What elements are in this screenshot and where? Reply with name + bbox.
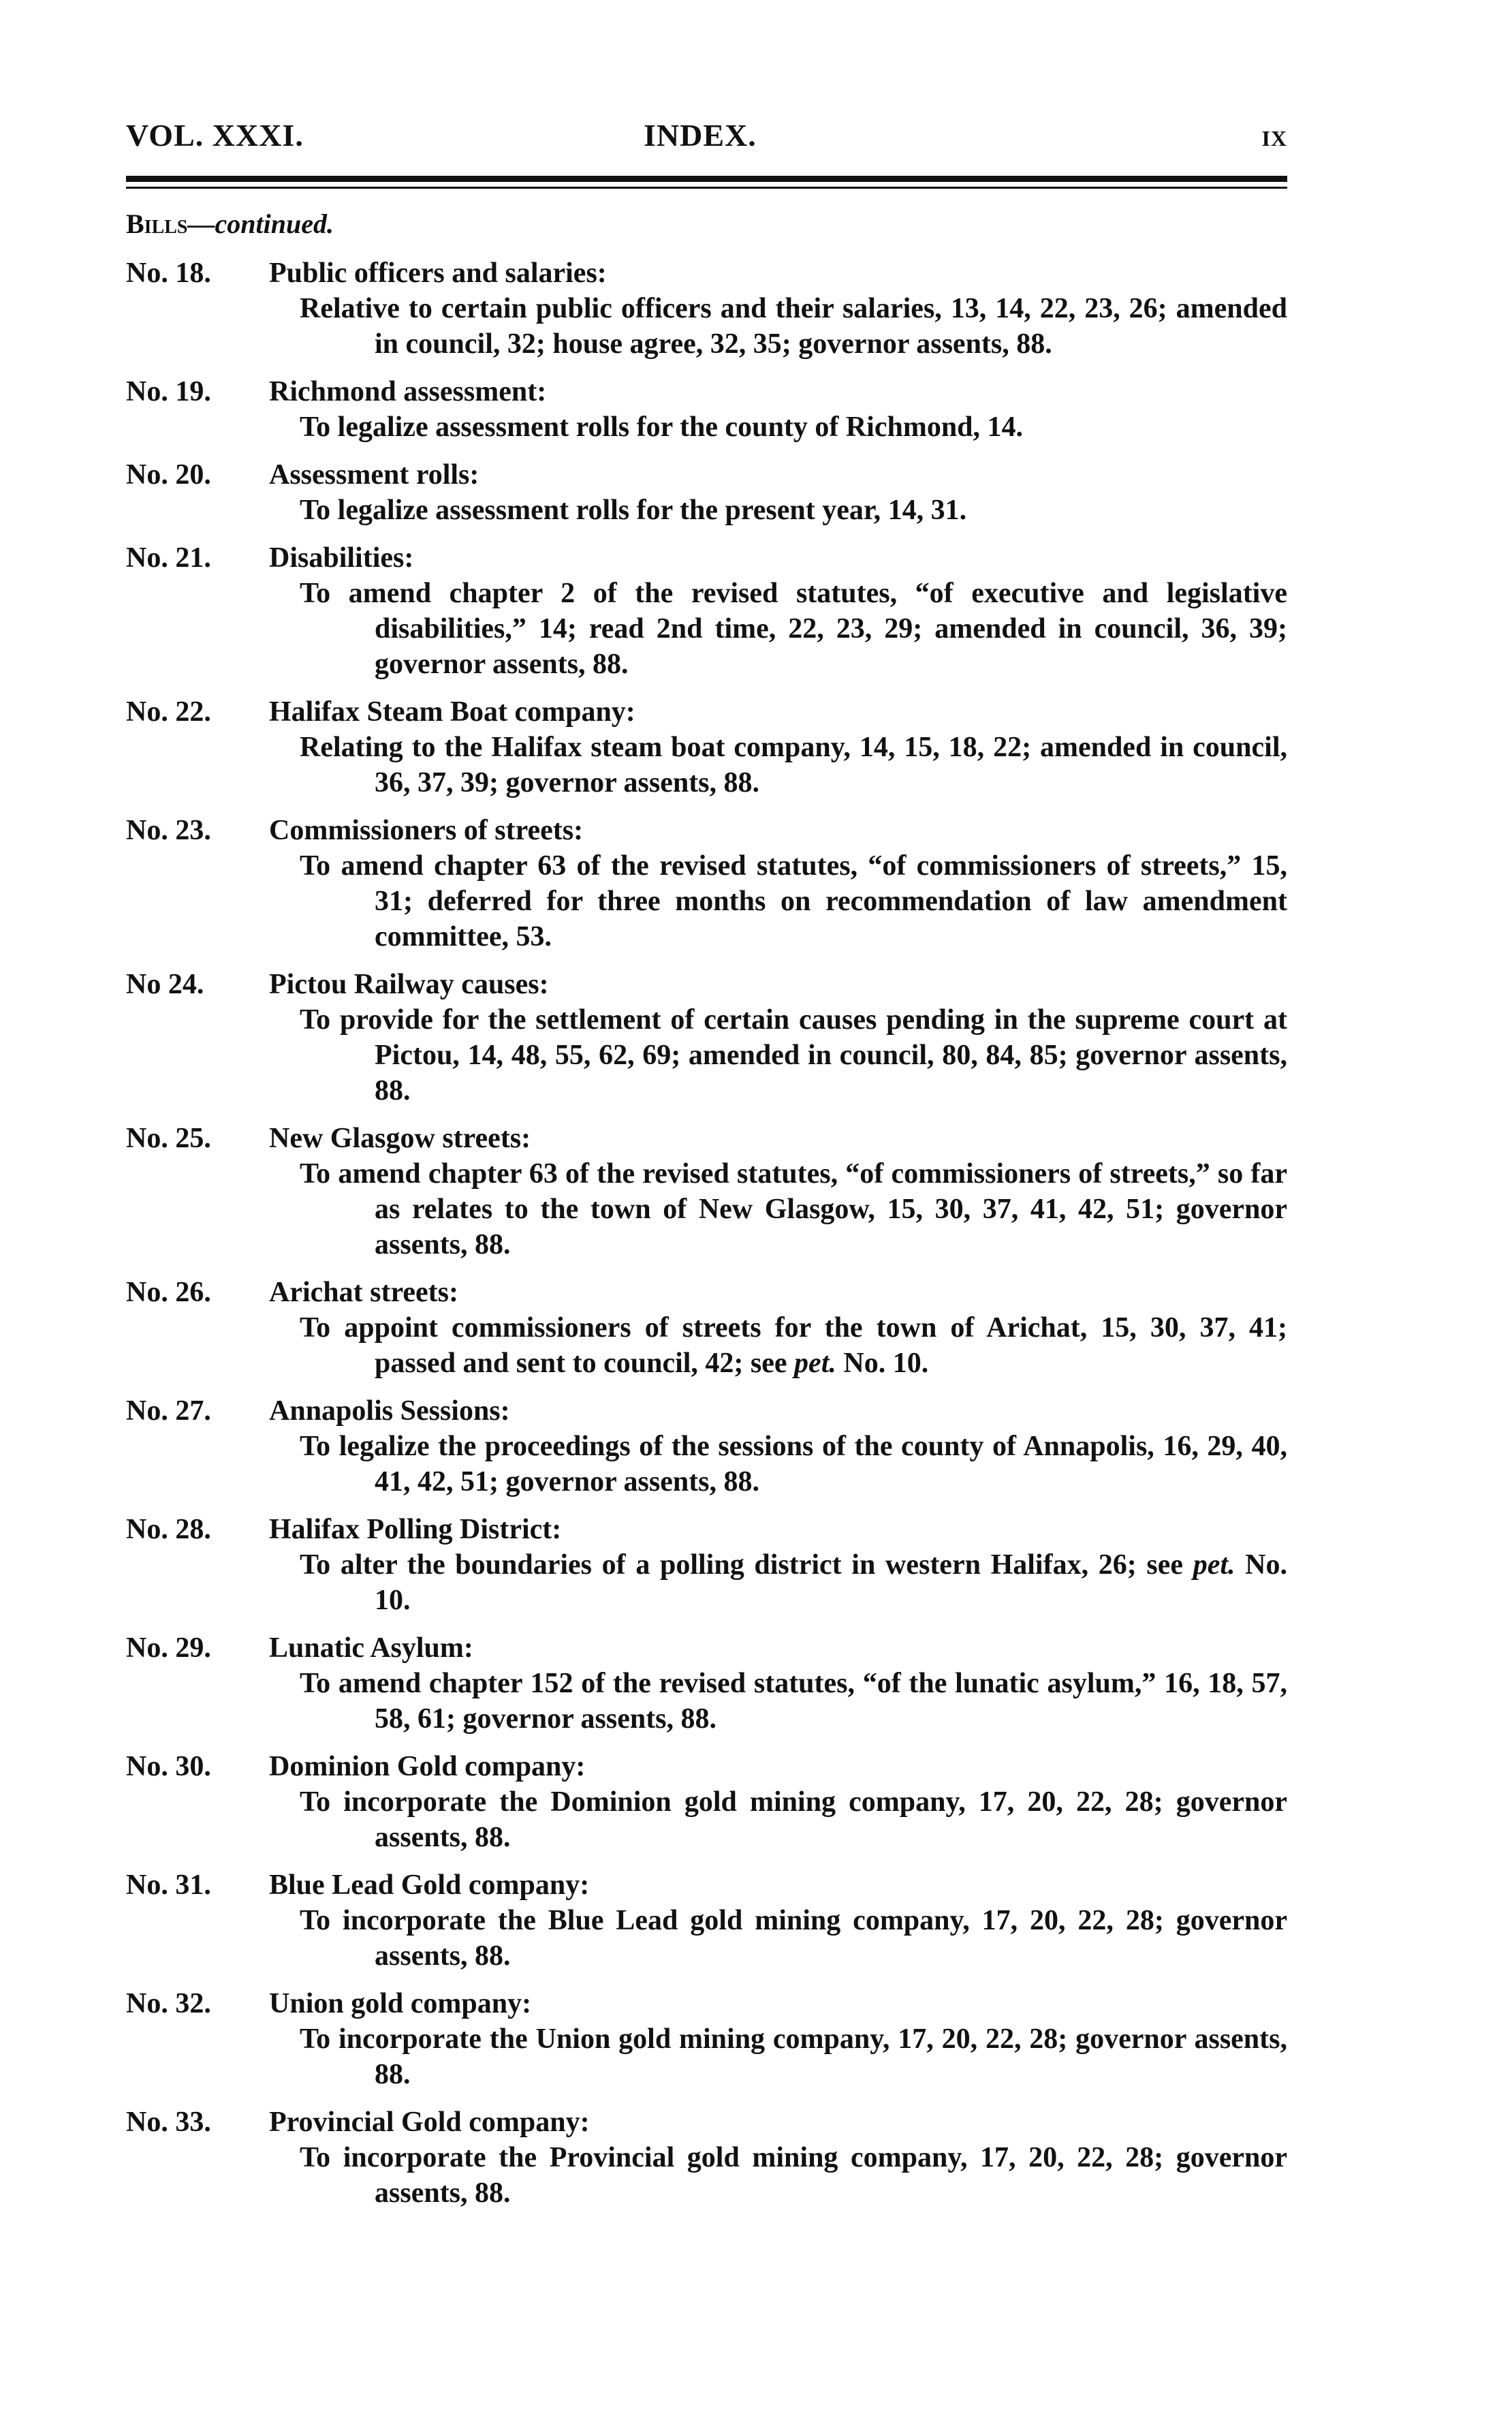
bill-number: No. 27. — [126, 1395, 211, 1427]
bill-subject: Dominion Gold company: — [269, 1751, 586, 1782]
bill-subject: Halifax Polling District: — [269, 1514, 562, 1545]
bill-description-text: To provide for the settlement of certain causes pending in the supreme court at Pictou, 14, 48, 55, 62, 69; amended in council, 80, 84, 85; governor assents, 88. — [300, 1004, 1287, 1106]
petition-reference: pet. — [794, 1348, 836, 1379]
bill-description-text: To incorporate the Union gold mining company, 17, 20, 22, 28; governor assents, 88. — [300, 2023, 1287, 2090]
header-rule-thin — [126, 187, 1287, 189]
bill-description — [300, 1310, 1287, 1381]
bill-entry — [126, 1512, 1287, 1618]
bill-subject: Halifax Steam Boat company: — [269, 696, 635, 728]
bill-entry — [126, 694, 1287, 801]
bill-description-text: To legalize assessment rolls for the present year, 14, 31. — [300, 495, 967, 526]
bill-number: No. 33. — [126, 2107, 211, 2138]
bill-number: No. 26. — [126, 1277, 211, 1308]
bill-entry — [126, 1393, 1287, 1500]
bill-entry — [126, 457, 1287, 528]
bill-description — [300, 1156, 1287, 1262]
bill-subject: Disabilities: — [269, 542, 414, 574]
bill-description — [300, 1666, 1287, 1737]
section-continued: —continued. — [187, 208, 334, 239]
bill-description-end: No. 10. — [836, 1348, 929, 1379]
bill-description — [300, 2140, 1287, 2211]
bill-description — [300, 1429, 1287, 1500]
bill-description-text: To incorporate the Blue Lead gold mining company, 17, 20, 22, 28; governor assents, 88. — [300, 1905, 1287, 1972]
bill-entry — [126, 1121, 1287, 1262]
bill-number: No. 19. — [126, 376, 211, 407]
bill-description — [300, 1002, 1287, 1108]
bill-subject: Provincial Gold company: — [269, 2107, 590, 2138]
bill-subject: Commissioners of streets: — [269, 815, 584, 846]
petition-reference: pet. — [1193, 1549, 1235, 1581]
bill-description — [300, 2021, 1287, 2092]
bill-entry — [126, 255, 1287, 362]
bill-entry — [126, 1630, 1287, 1737]
bill-entry — [126, 2105, 1287, 2211]
bill-subject: Richmond assessment: — [269, 376, 547, 407]
bill-description-text: To incorporate the Provincial gold mining company, 17, 20, 22, 28; governor assents, 88. — [300, 2142, 1287, 2209]
bill-description-text: To amend chapter 2 of the revised statutes, “of executive and legislative disabilities,” 14; read 2nd time, 22, 23, 29; amended in council, 36, 39; governor assents, 88. — [300, 578, 1287, 680]
bill-number: No. 29. — [126, 1632, 211, 1664]
bill-description-end: No. 10. — [375, 1549, 1287, 1616]
bill-entry — [126, 1275, 1287, 1381]
bill-number: No. 31. — [126, 1869, 211, 1901]
bill-description-text: To alter the boundaries of a polling district in western Halifax, 26; see — [300, 1549, 1193, 1581]
bill-entry — [126, 374, 1287, 445]
section-title: Bills — [126, 208, 188, 239]
bill-description — [300, 848, 1287, 954]
bill-description-text: Relating to the Halifax steam boat company, 14, 15, 18, 22; amended in council, 36, 37, 39; governor assents, 88. — [300, 732, 1287, 798]
bill-description — [300, 730, 1287, 801]
bill-number: No. 23. — [126, 815, 211, 846]
bill-description — [300, 1547, 1287, 1618]
bill-description — [300, 409, 1287, 445]
bill-description — [300, 493, 1287, 528]
bill-subject: Arichat streets: — [269, 1277, 458, 1308]
bill-subject: Pictou Railway causes: — [269, 969, 549, 1000]
bill-subject: Annapolis Sessions: — [269, 1395, 510, 1427]
bill-number: No 24. — [126, 969, 204, 1000]
bill-description-text: To amend chapter 63 of the revised statutes, “of commissioners of streets,” 15, 31; deferred for three months on recommendation of law amendment committee, 53. — [300, 850, 1287, 952]
bill-entry — [126, 1867, 1287, 1974]
bill-number: No. 32. — [126, 1988, 211, 2019]
page-number: ix — [1261, 118, 1287, 153]
bill-number: No. 30. — [126, 1751, 211, 1782]
bill-entry — [126, 1986, 1287, 2092]
bill-description-text: To legalize assessment rolls for the county of Richmond, 14. — [300, 412, 1024, 443]
bill-number: No. 20. — [126, 459, 211, 491]
bill-entries-list — [126, 255, 1287, 2223]
bill-subject: Union gold company: — [269, 1988, 532, 2019]
bill-description — [300, 1784, 1287, 1855]
bill-number: No. 22. — [126, 696, 211, 728]
bill-subject: Assessment rolls: — [269, 459, 479, 491]
bill-number: No. 28. — [126, 1514, 211, 1545]
bill-description — [300, 576, 1287, 682]
bill-entry — [126, 967, 1287, 1108]
running-header — [126, 117, 1287, 165]
bill-subject: Public officers and salaries: — [269, 258, 607, 289]
bill-entry — [126, 540, 1287, 682]
bill-entry — [126, 1749, 1287, 1855]
bill-subject: Lunatic Asylum: — [269, 1632, 473, 1664]
bill-subject: Blue Lead Gold company: — [269, 1869, 590, 1901]
bill-number: No. 21. — [126, 542, 211, 574]
bill-description-text: To appoint commissioners of streets for the town of Arichat, 15, 30, 37, 41; passed and sent to council, 42; see — [300, 1312, 1287, 1379]
bill-number: No. 18. — [126, 258, 211, 289]
volume-label: VOL. XXXI. — [126, 118, 304, 153]
bill-description-text: Relative to certain public officers and their salaries, 13, 14, 22, 23, 26; amended in council, 32; house agree, 32, 35; governor assents, 88. — [300, 293, 1287, 360]
header-rule-thick — [126, 176, 1287, 182]
bill-subject: New Glasgow streets: — [269, 1123, 531, 1154]
bill-description-text: To amend chapter 152 of the revised statutes, “of the lunatic asylum,” 16, 18, 57, 58, 61; governor assents, 88. — [300, 1668, 1287, 1735]
bill-entry — [126, 813, 1287, 954]
bill-description — [300, 1903, 1287, 1974]
bill-description-text: To amend chapter 63 of the revised statutes, “of commissioners of streets,” so far as relates to the town of New Glasgow, 15, 30, 37, 41, 42, 51; governor assents, 88. — [300, 1158, 1287, 1260]
bill-number: No. 25. — [126, 1123, 211, 1154]
bill-description-text: To incorporate the Dominion gold mining company, 17, 20, 22, 28; governor assents, 88. — [300, 1786, 1287, 1853]
bill-description-text: To legalize the proceedings of the sessions of the county of Annapolis, 16, 29, 40, 41, 42, 51; governor assents, 88. — [300, 1431, 1287, 1497]
bill-description — [300, 291, 1287, 362]
page-title: INDEX. — [644, 118, 757, 153]
section-heading — [126, 208, 334, 240]
